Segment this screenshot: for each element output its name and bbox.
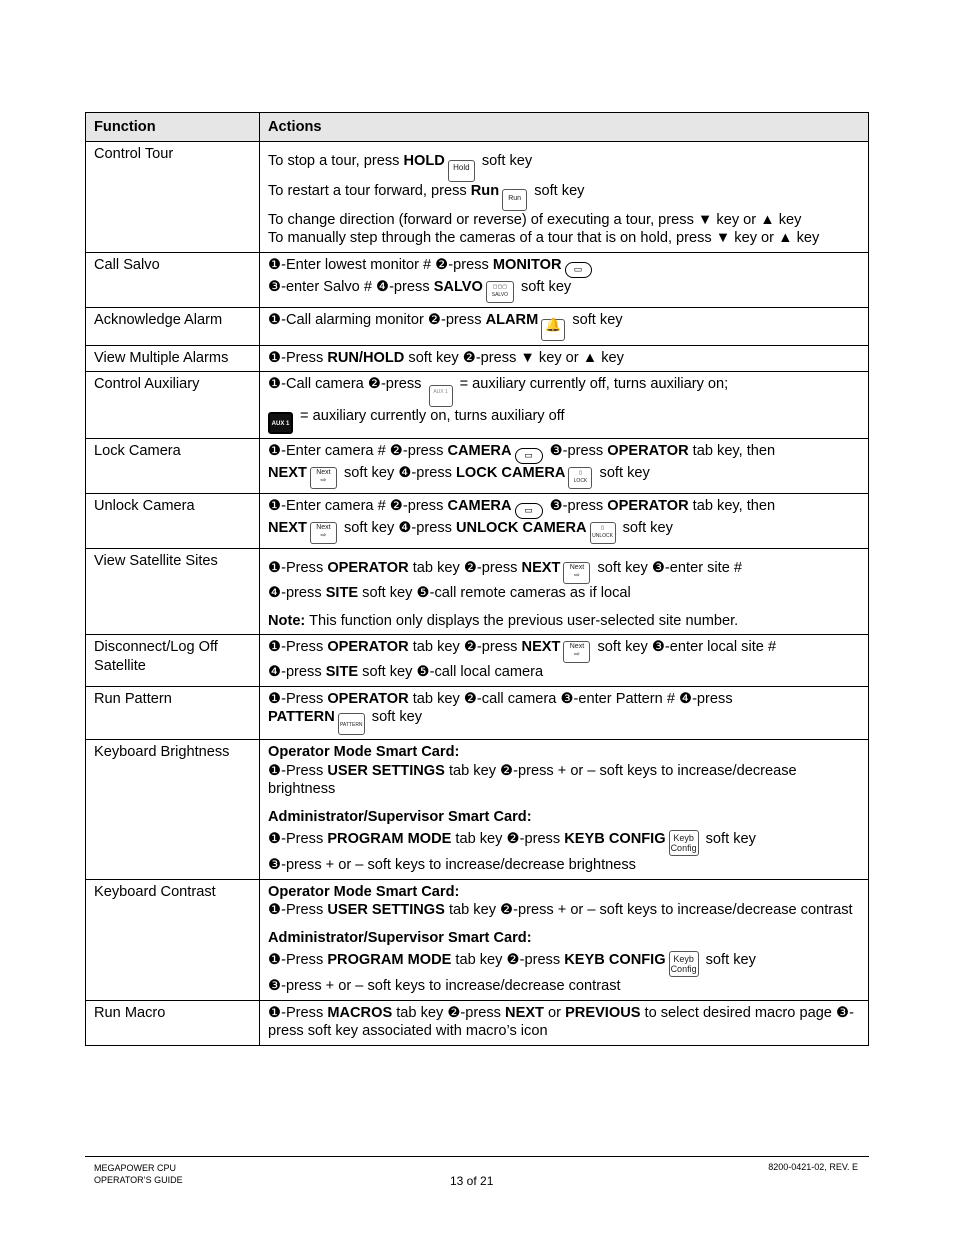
action-line: To stop a tour, press HOLD Hold soft key (268, 152, 860, 182)
section-title: Administrator/Supervisor Smart Card: (268, 808, 532, 825)
lock-key-icon: ▯ LOCK (568, 467, 592, 489)
footer-product: MEGAPOWER CPU (94, 1163, 177, 1173)
aux-on-key-icon: AUX 1 (268, 412, 293, 434)
actions-cell (260, 494, 869, 549)
action-line: ❸-press + or – soft keys to increase/decrease brightness (268, 857, 636, 873)
next-key-icon: Next ⇨ (563, 562, 590, 584)
table-row (86, 879, 869, 1000)
keyb-config-key-icon: Keyb Config (669, 951, 699, 977)
function-cell: View Multiple Alarms (86, 345, 260, 372)
function-cell: Unlock Camera (86, 494, 260, 549)
actions-header: Actions (260, 113, 869, 142)
actions-cell (260, 549, 869, 635)
action-line: AUX 1 = auxiliary currently on, turns auxiliary off (268, 407, 860, 434)
function-cell: View Satellite Sites (86, 549, 260, 635)
action-line: ❶-Press MACROS tab key ❷-press NEXT or PREVIOUS to select desired macro page ❸-press soft key associated with macro’s icon (268, 1004, 854, 1039)
action-line: ❹-press SITE soft key ❺-call remote cameras as if local (268, 585, 631, 601)
action-line: PATTERN PATTERN soft key (268, 708, 860, 735)
section-title: Operator Mode Smart Card: (268, 744, 460, 760)
note-line: Note: This function only displays the previous user-selected site number. (268, 612, 739, 629)
function-cell: Run Macro (86, 1000, 260, 1045)
unlock-key-icon: ▯ UNLOCK (590, 522, 616, 544)
action-line: ❶-Press PROGRAM MODE tab key ❷-press KEYB CONFIG Keyb Config soft key (268, 830, 860, 856)
actions-cell (260, 686, 869, 740)
action-line: To manually step through the cameras of a tour that is on hold, press ▼ key or ▲ key (268, 230, 820, 246)
function-cell: Run Pattern (86, 686, 260, 740)
action-line: To restart a tour forward, press Run Run soft key (268, 182, 860, 211)
action-line: To change direction (forward or reverse) of executing a tour, press ▼ key or ▲ key (268, 211, 802, 228)
action-line: ❸-press + or – soft keys to increase/decrease contrast (268, 978, 621, 994)
footer-left (94, 1162, 183, 1186)
action-line: ❶-Press PROGRAM MODE tab key ❷-press KEYB CONFIG Keyb Config soft key (268, 951, 860, 977)
next-key-icon: Next ⇨ (563, 641, 590, 663)
function-cell: Acknowledge Alarm (86, 307, 260, 345)
action-line: ❶-Press USER SETTINGS tab key ❷-press + or – soft keys to increase/decrease contrast (268, 902, 853, 918)
action-line: ❶-Enter lowest monitor # ❷-press MONITOR ▭ (268, 256, 860, 278)
section-title: Administrator/Supervisor Smart Card: (268, 929, 532, 946)
bell-icon: 🔔 (541, 319, 565, 341)
action-line: ❶-Press OPERATOR tab key ❷-press NEXT Next ⇨ soft key ❸-enter local site # (268, 638, 860, 663)
table-header-row (86, 113, 869, 142)
table-row (86, 372, 869, 439)
run-key-icon: Run (502, 189, 527, 211)
camera-icon: ▭ (515, 503, 543, 519)
section-title: Operator Mode Smart Card: (268, 883, 460, 900)
actions-cell (260, 307, 869, 345)
table-row (86, 252, 869, 307)
actions-cell (260, 635, 869, 687)
page-number: 13 of 21 (450, 1174, 494, 1188)
actions-cell (260, 372, 869, 439)
function-cell: Keyboard Brightness (86, 740, 260, 880)
table-row (86, 307, 869, 345)
function-header: Function (86, 113, 260, 142)
action-line: ❶-Press OPERATOR tab key ❷-press NEXT Next ⇨ soft key ❸-enter site # (268, 559, 860, 584)
camera-icon: ▭ (515, 448, 543, 464)
actions-cell (260, 1000, 869, 1045)
salvo-key-icon: ▢▢▢ SALVO (486, 281, 514, 303)
action-line: ❶-Press RUN/HOLD soft key ❷-press ▼ key or ▲ key (268, 349, 624, 366)
table-row (86, 549, 869, 635)
next-key-icon: Next ⇨ (310, 522, 337, 544)
table-row (86, 1000, 869, 1045)
actions-cell (260, 439, 869, 494)
actions-cell (260, 141, 869, 252)
action-line: ❸-enter Salvo # ❹-press SALVO ▢▢▢ SALVO soft key (268, 278, 860, 303)
action-line: ❹-press SITE soft key ❺-call local camera (268, 664, 544, 680)
action-line: ❶-Press OPERATOR tab key ❷-call camera ❸-enter Pattern # ❹-press (268, 690, 733, 707)
keyb-config-key-icon: Keyb Config (669, 830, 699, 856)
function-cell: Disconnect/Log Off Satellite (86, 635, 260, 687)
table-row (86, 141, 869, 252)
table-row (86, 635, 869, 687)
actions-cell (260, 252, 869, 307)
action-line: NEXT Next ⇨ soft key ❹-press LOCK CAMERA ▯ LOCK soft key (268, 464, 860, 489)
footer-guide: OPERATOR’S GUIDE (94, 1175, 183, 1185)
function-cell: Call Salvo (86, 252, 260, 307)
table-row (86, 494, 869, 549)
function-cell: Control Tour (86, 141, 260, 252)
action-line: NEXT Next ⇨ soft key ❹-press UNLOCK CAMERA ▯ UNLOCK soft key (268, 519, 860, 544)
function-cell: Control Auxiliary (86, 372, 260, 439)
aux-off-key-icon: AUX 1 (429, 385, 453, 407)
actions-cell (260, 345, 869, 372)
monitor-icon: ▭ (565, 262, 592, 278)
action-line: ❶-Call alarming monitor ❷-press ALARM 🔔 soft key (268, 311, 860, 341)
hold-key-icon: Hold (448, 160, 475, 182)
function-actions-table (85, 112, 869, 1046)
action-line: ❶-Press USER SETTINGS tab key ❷-press + or – soft keys to increase/decrease brightness (268, 762, 797, 797)
document-revision: 8200-0421-02, REV. E (768, 1162, 858, 1172)
table-row (86, 686, 869, 740)
pattern-key-icon: PATTERN (338, 713, 365, 735)
function-cell: Keyboard Contrast (86, 879, 260, 1000)
table-row (86, 740, 869, 880)
next-key-icon: Next ⇨ (310, 467, 337, 489)
table-row (86, 439, 869, 494)
function-cell: Lock Camera (86, 439, 260, 494)
action-line: ❶-Call camera ❷-press AUX 1 = auxiliary currently off, turns auxiliary on; (268, 375, 860, 407)
footer-rule (85, 1156, 869, 1157)
table-row (86, 345, 869, 372)
action-line: ❶-Enter camera # ❷-press CAMERA ▭ ❸-press OPERATOR tab key, then (268, 497, 860, 519)
action-line: ❶-Enter camera # ❷-press CAMERA ▭ ❸-press OPERATOR tab key, then (268, 442, 860, 464)
actions-cell (260, 879, 869, 1000)
actions-cell (260, 740, 869, 880)
